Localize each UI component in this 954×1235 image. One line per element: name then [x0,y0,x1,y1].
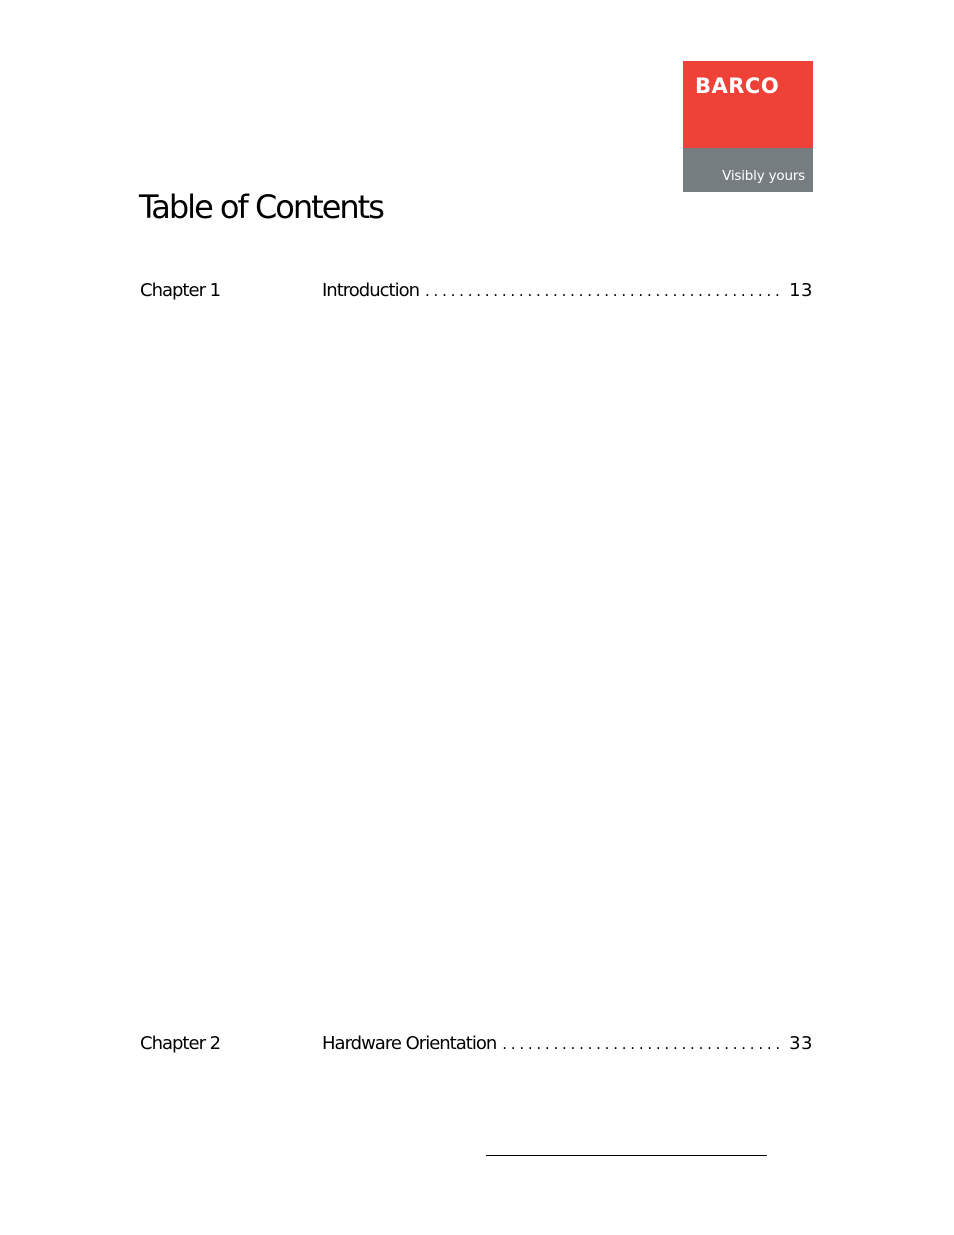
toc-entry-title: Hardware Orientation [322,1032,502,1056]
page-title: Table of Contents [139,188,383,226]
barco-wordmark [695,75,801,97]
toc-entry [322,279,813,303]
toc-page-number: 13 [789,280,813,301]
toc-entry [322,1032,813,1056]
footer-rule [486,1155,767,1156]
toc-row-chapter-1[interactable] [140,279,813,303]
logo-red-panel [683,61,813,148]
svg-text:BARCO: BARCO [695,75,780,97]
barco-logo [683,61,813,192]
toc-chapter-label: Chapter 2 [140,1033,221,1054]
toc-leader-dots [502,1032,785,1056]
toc-page-number: 33 [789,1033,813,1054]
toc-chapter-label: Chapter 1 [140,280,221,301]
toc-entry-title: Introduction [322,279,425,303]
toc-row-chapter-2[interactable] [140,1032,813,1056]
toc-leader-dots [425,279,785,303]
logo-tagline: Visibly yours [722,168,805,184]
